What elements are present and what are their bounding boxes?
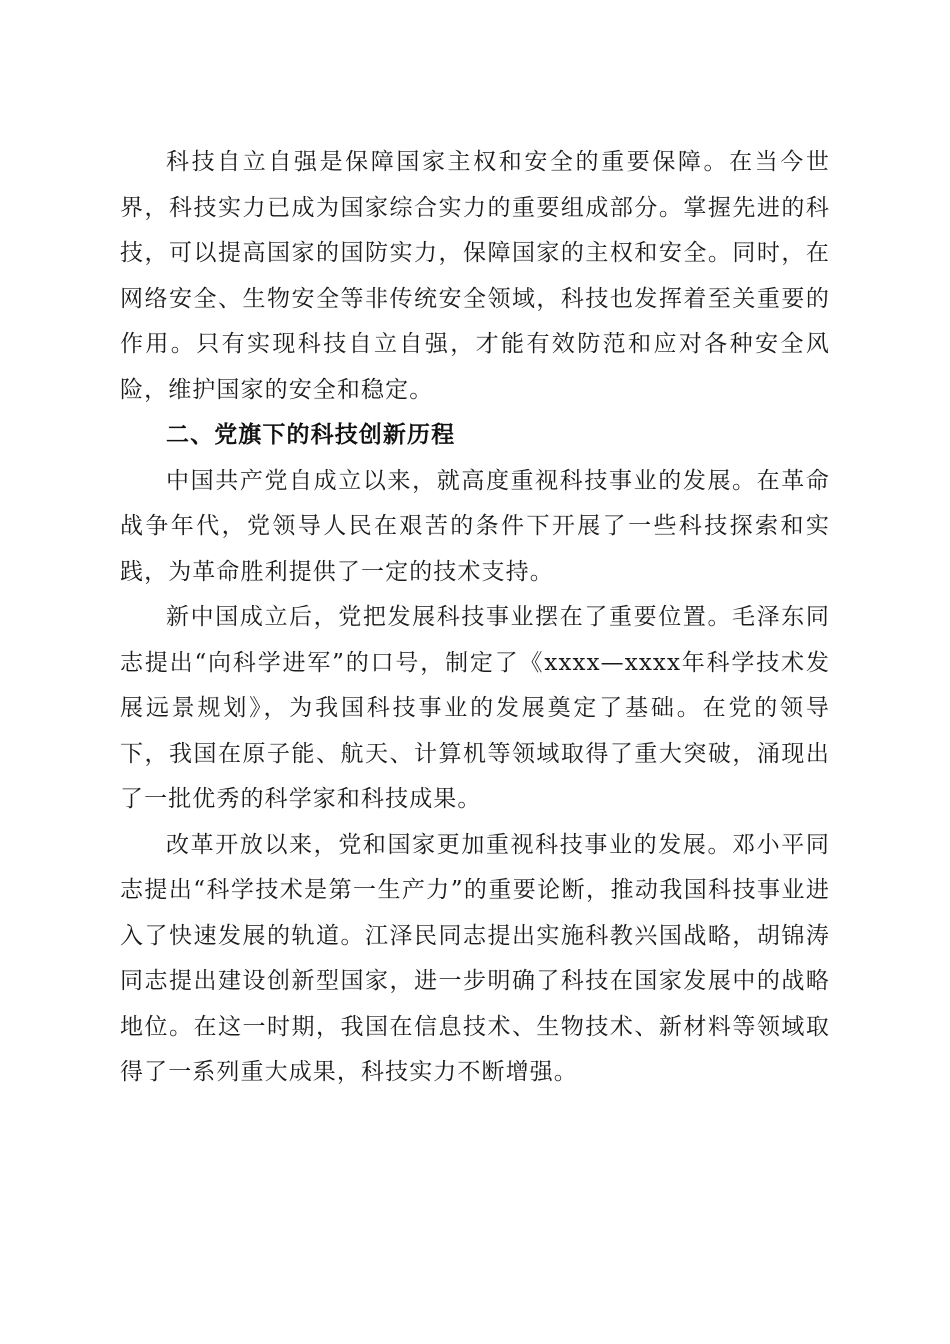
document-body [120,140,830,1096]
paragraph-reform-era: 改革开放以来，党和国家更加重视科技事业的发展。邓小平同志提出“科学技术是第一生产力”的重要论断，推动我国科技事业进入了快速发展的轨道。江泽民同志提出实施科教兴国战略，胡锦涛同志提出建设创新型国家，进一步明确了科技在国家发展中的战略地位。在这一时期，我国在信息技术、生物技术、新材料等领域取得了一系列重大成果，科技实力不断增强。 [120,831,830,1085]
paragraph-new-china: 新中国成立后，党把发展科技事业摆在了重要位置。毛泽东同志提出“向科学进军”的口号，制定了《xxxx—xxxx年科学技术发展远景规划》，为我国科技事业的发展奠定了基础。在党的领导下，我国在原子能、航天、计算机等领域取得了重大突破，涌现出了一批优秀的科学家和科技成果。 [120,604,830,812]
paragraph-revolution-era: 中国共产党自成立以来，就高度重视科技事业的发展。在革命战争年代，党领导人民在艰苦的条件下开展了一些科技探索和实践，为革命胜利提供了一定的技术支持。 [120,467,830,585]
paragraph-tech-security: 科技自立自强是保障国家主权和安全的重要保障。在当今世界，科技实力已成为国家综合实力的重要组成部分。掌握先进的科技，可以提高国家的国防实力，保障国家的主权和安全。同时，在网络安全、生物安全等非传统安全领域，科技也发挥着至关重要的作用。只有实现科技自立自强，才能有效防范和应对各种安全风险，维护国家的安全和稳定。 [120,149,830,403]
section-heading: 二、党旗下的科技创新历程 [166,422,456,448]
